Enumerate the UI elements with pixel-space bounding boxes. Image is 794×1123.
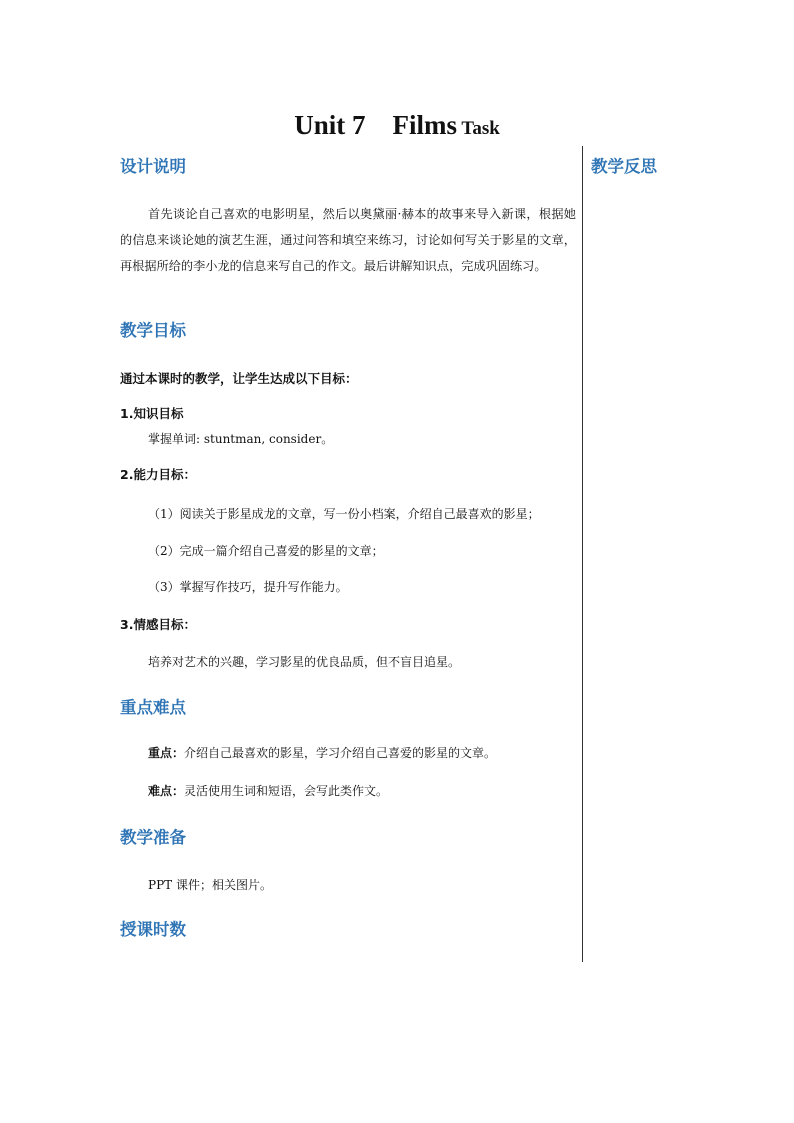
ability-item: （2）完成一篇介绍自己喜爱的影星的文章； bbox=[148, 544, 384, 558]
key-text: 介绍自己最喜欢的影星，学习介绍自己喜爱的影星的文章。 bbox=[184, 746, 497, 760]
preparation-text: PPT 课件；相关图片。 bbox=[148, 878, 272, 892]
ability-heading: 2.能力目标： bbox=[120, 467, 196, 482]
key-points-heading: 重点难点 bbox=[120, 698, 186, 717]
key-label: 重点： bbox=[148, 746, 185, 760]
difficult-text: 灵活使用生词和短语，会写此类作文。 bbox=[184, 784, 389, 798]
emotion-heading: 3.情感目标： bbox=[120, 617, 196, 632]
objectives-heading: 教学目标 bbox=[120, 321, 186, 340]
ability-item: （3）掌握写作技巧，提升写作能力。 bbox=[148, 580, 348, 594]
hours-heading: 授课时数 bbox=[120, 920, 186, 939]
title-main: Unit 7 Films bbox=[294, 110, 457, 140]
column-divider bbox=[582, 146, 583, 962]
key-point-line bbox=[148, 744, 496, 762]
design-paragraph: 首先谈论自己喜欢的电影明星，然后以奥黛丽·赫本的故事来导入新课，根据她的信息来谈论她的演艺生涯，通过问答和填空来练习，讨论如何写关于影星的文章，再根据所给的李小龙的信息来写自己的作文。最后讲解知识点，完成巩固练习。 bbox=[120, 207, 576, 273]
reflection-heading: 教学反思 bbox=[591, 157, 657, 176]
objectives-intro: 通过本课时的教学，让学生达成以下目标： bbox=[120, 371, 358, 386]
preparation-heading: 教学准备 bbox=[120, 828, 186, 847]
title-sub: Task bbox=[456, 118, 500, 139]
ability-item: （1）阅读关于影星成龙的文章，写一份小档案，介绍自己最喜欢的影星； bbox=[148, 507, 540, 521]
document-title bbox=[0, 108, 794, 146]
difficult-point-line bbox=[148, 782, 388, 800]
emotion-text: 培养对艺术的兴趣，学习影星的优良品质，但不盲目追星。 bbox=[148, 655, 461, 669]
knowledge-text: 掌握单词: stuntman, consider。 bbox=[148, 432, 334, 446]
knowledge-heading: 1.知识目标 bbox=[120, 406, 184, 421]
design-heading: 设计说明 bbox=[120, 157, 186, 176]
difficult-label: 难点： bbox=[148, 784, 185, 798]
